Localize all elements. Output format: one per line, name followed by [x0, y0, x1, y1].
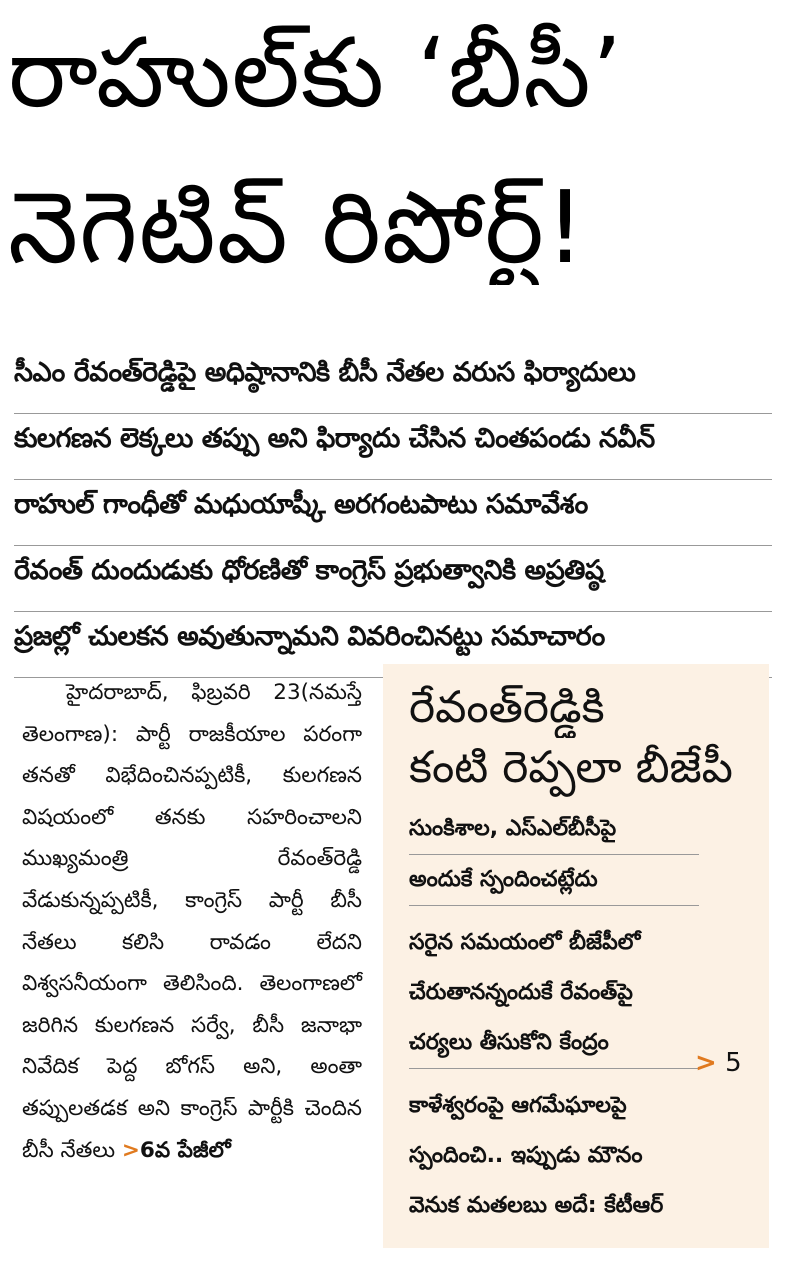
- deck-line: ప్రజల్లో చులకన అవుతున్నామని వివరించినట్టు సమాచారం: [14, 614, 772, 678]
- sidebar-point: కాళేశ్వరంపై ఆగమేఘాలపై: [409, 1093, 627, 1118]
- story-text: హైదరాబాద్, ఫిబ్రవరి 23(నమస్తే తెలంగాణ): పార్టీ రాజకీయాల పరంగా తనతో విభేదించినప్పటికీ, కులగణన విషయంలో తనకు సహరించాలని ముఖ్యమంత్రి రేవంత్‌రెడ్డి వేడుకున్నప్పటికీ, కాంగ్రెస్ పార్టీ బీసీ నేతలు కలిసి రావడం లేదని విశ్వసనీయంగా తెలిసింది. తెలంగాణలో జరిగిన కులగణన సర్వే, బీసీ జనాభా నివేదిక పెద్ద బోగస్ అని, అంతా తప్పులతడక అని కాంగ్రెస్ పార్టీకి చెందిన బీసీ నేతలు: [22, 680, 362, 1163]
- deck-line: రాహుల్ గాంధీతో మధుయాష్కీ అరగంటపాటు సమావేశం: [14, 482, 772, 546]
- sidebar-title-line-1: రేవంత్‌రెడ్డికి: [409, 682, 605, 733]
- sidebar-point: వెనుక మతలబు అదే: కేటీఆర్: [409, 1193, 664, 1218]
- story-body: [22, 672, 362, 1171]
- sidebar-title-line-2: కంటి రెప్పలా బీజేపీ: [409, 742, 733, 793]
- sidebar-point: చర్యలు తీసుకోని కేంద్రం: [409, 1018, 699, 1069]
- sidebar-point: స్పందించి.. ఇప్పుడు మౌనం: [409, 1143, 643, 1168]
- page-ref-number: 5: [725, 1048, 742, 1078]
- sidebar-points: [409, 804, 753, 1231]
- continued-page: 6వ పేజీలో: [139, 1137, 231, 1163]
- sidebar-box: [383, 664, 769, 1248]
- page-ref-arrow-icon: >: [695, 1048, 717, 1078]
- sidebar-point: సుంకిశాల, ఎస్‌ఎల్‌బీసీపై: [409, 804, 699, 855]
- sidebar-page-ref: [695, 1048, 742, 1078]
- deck-line: సీఎం రేవంత్‌రెడ్డిపై అధిష్ఠానానికి బీసీ నేతల వరుస ఫిర్యాదులు: [14, 350, 772, 414]
- headline-line-2: నెగెటివ్ రిపోర్ట్!: [8, 170, 587, 285]
- sidebar-point: చేరుతానన్నందుకే రేవంత్‌పై: [409, 980, 633, 1005]
- deck-line: రేవంత్ దుందుడుకు ధోరణితో కాంగ్రెస్ ప్రభుత్వానికి అప్రతిష్ఠ: [14, 548, 772, 612]
- headline-line-1: రాహుల్‌కు ‘బీసీ’: [8, 18, 624, 129]
- sidebar-point: సరైన సమయంలో బీజేపీలో: [409, 930, 641, 955]
- deck-line: కులగణన లెక్కలు తప్పు అని ఫిర్యాదు చేసిన చింతపండు నవీన్: [14, 416, 772, 480]
- continued-arrow-icon: >: [121, 1137, 140, 1163]
- sidebar-point: అందుకే స్పందించట్లేదు: [409, 855, 699, 906]
- deck-list: [14, 350, 772, 680]
